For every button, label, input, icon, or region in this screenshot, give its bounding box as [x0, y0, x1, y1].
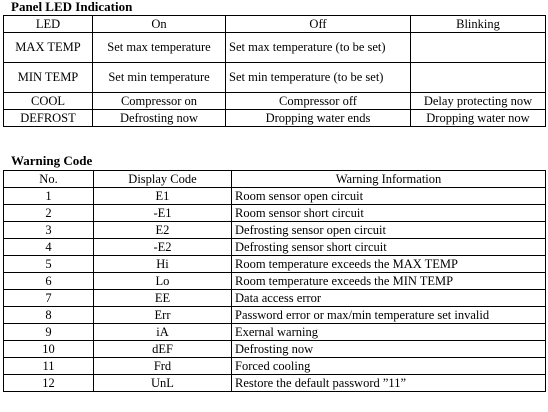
- warning-cell-information: Defrosting sensor short circuit: [232, 239, 546, 256]
- led-cell-off: Set max temperature (to be set): [226, 33, 411, 63]
- warning-row: [4, 222, 546, 239]
- led-row-max-temp: [4, 33, 546, 63]
- warning-cell-no: 9: [4, 324, 94, 341]
- warning-cell-no: 4: [4, 239, 94, 256]
- warning-cell-display-code: -E2: [94, 239, 232, 256]
- warning-row: [4, 324, 546, 341]
- warning-cell-display-code: Frd: [94, 358, 232, 375]
- warning-cell-display-code: UnL: [94, 375, 232, 392]
- led-header-row: [4, 16, 546, 33]
- led-cell-on: Compressor on: [93, 93, 226, 110]
- led-header-blinking: Blinking: [411, 16, 546, 33]
- warning-cell-no: 1: [4, 188, 94, 205]
- warning-row: [4, 256, 546, 273]
- led-cell-name: COOL: [4, 93, 93, 110]
- led-cell-off: Dropping water ends: [226, 110, 411, 127]
- led-row-defrost: [4, 110, 546, 127]
- warning-header-information: Warning Information: [232, 171, 546, 188]
- warning-cell-information: Room sensor short circuit: [232, 205, 546, 222]
- warning-cell-no: 10: [4, 341, 94, 358]
- warning-cell-display-code: dEF: [94, 341, 232, 358]
- warning-cell-information: Exernal warning: [232, 324, 546, 341]
- led-header-on: On: [93, 16, 226, 33]
- warning-cell-display-code: E1: [94, 188, 232, 205]
- warning-cell-display-code: Hi: [94, 256, 232, 273]
- warning-cell-display-code: iA: [94, 324, 232, 341]
- warning-cell-no: 3: [4, 222, 94, 239]
- warning-row: [4, 205, 546, 222]
- led-header-led: LED: [4, 16, 93, 33]
- warning-header-display-code: Display Code: [94, 171, 232, 188]
- warning-row: [4, 188, 546, 205]
- led-cell-blinking: [411, 63, 546, 93]
- led-cell-on: Set min temperature: [93, 63, 226, 93]
- warning-cell-information: Room temperature exceeds the MAX TEMP: [232, 256, 546, 273]
- warning-cell-display-code: Lo: [94, 273, 232, 290]
- warning-header-row: [4, 171, 546, 188]
- warning-cell-no: 7: [4, 290, 94, 307]
- warning-cell-information: Defrosting now: [232, 341, 546, 358]
- led-cell-blinking: Dropping water now: [411, 110, 546, 127]
- warning-cell-display-code: EE: [94, 290, 232, 307]
- led-cell-name: DEFROST: [4, 110, 93, 127]
- warning-row: [4, 239, 546, 256]
- warning-row: [4, 375, 546, 392]
- warning-cell-display-code: E2: [94, 222, 232, 239]
- led-cell-blinking: [411, 33, 546, 63]
- warning-cell-information: Data access error: [232, 290, 546, 307]
- led-cell-name: MAX TEMP: [4, 33, 93, 63]
- led-cell-off: Set min temperature (to be set): [226, 63, 411, 93]
- led-row-cool: [4, 93, 546, 110]
- warning-section-title: Warning Code: [11, 153, 93, 168]
- warning-cell-display-code: Err: [94, 307, 232, 324]
- led-cell-name: MIN TEMP: [4, 63, 93, 93]
- led-header-off: Off: [226, 16, 411, 33]
- warning-cell-no: 6: [4, 273, 94, 290]
- led-indication-table: [3, 15, 546, 127]
- led-cell-on: Set max temperature: [93, 33, 226, 63]
- warning-cell-no: 11: [4, 358, 94, 375]
- warning-cell-no: 8: [4, 307, 94, 324]
- warning-cell-information: Room sensor open circuit: [232, 188, 546, 205]
- warning-header-no: No.: [4, 171, 94, 188]
- led-cell-blinking: Delay protecting now: [411, 93, 546, 110]
- warning-cell-information: Restore the default password ”11”: [232, 375, 546, 392]
- warning-cell-no: 5: [4, 256, 94, 273]
- warning-row: [4, 341, 546, 358]
- led-section-title: Panel LED Indication: [11, 0, 133, 14]
- warning-row: [4, 290, 546, 307]
- warning-cell-information: Room temperature exceeds the MIN TEMP: [232, 273, 546, 290]
- warning-row: [4, 307, 546, 324]
- warning-cell-information: Password error or max/min temperature set invalid: [232, 307, 546, 324]
- led-cell-on: Defrosting now: [93, 110, 226, 127]
- led-cell-off: Compressor off: [226, 93, 411, 110]
- warning-code-table: [3, 170, 546, 392]
- led-row-min-temp: [4, 63, 546, 93]
- warning-cell-display-code: -E1: [94, 205, 232, 222]
- warning-cell-no: 2: [4, 205, 94, 222]
- warning-cell-information: Forced cooling: [232, 358, 546, 375]
- warning-cell-no: 12: [4, 375, 94, 392]
- warning-row: [4, 358, 546, 375]
- warning-row: [4, 273, 546, 290]
- warning-cell-information: Defrosting sensor open circuit: [232, 222, 546, 239]
